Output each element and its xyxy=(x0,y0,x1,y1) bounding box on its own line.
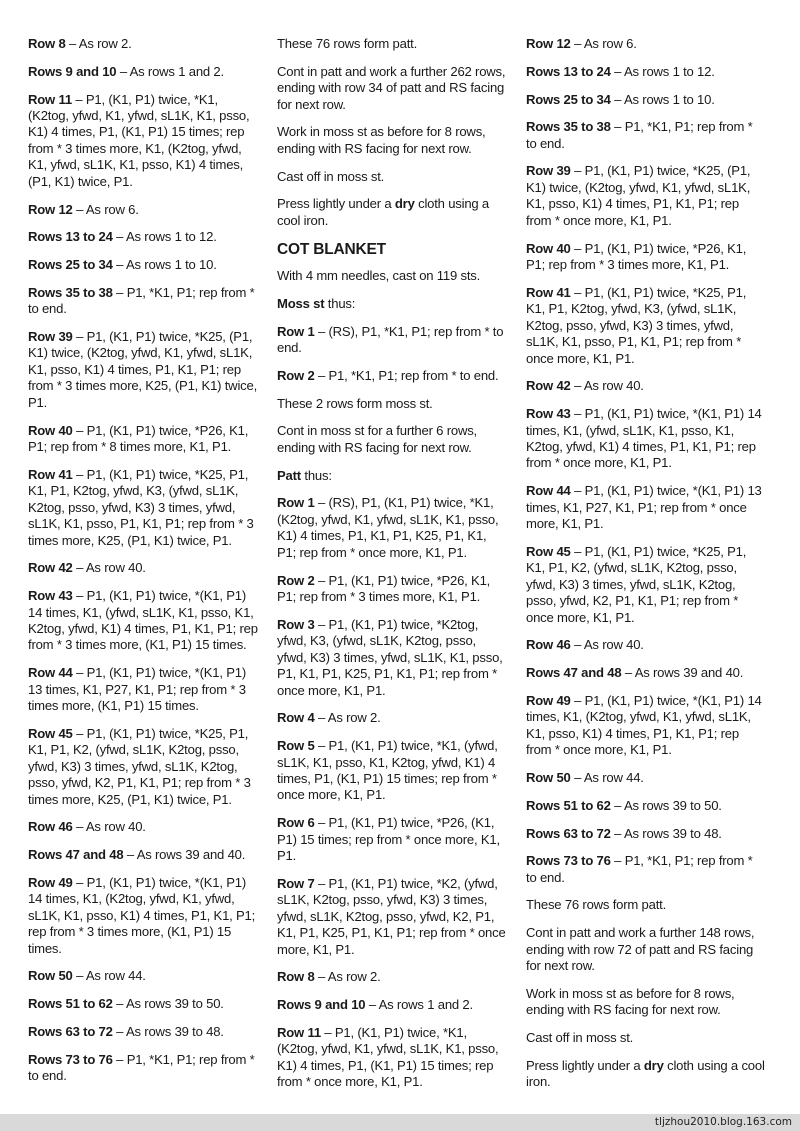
row-text: – P1, (K1, P1) twice, *K25, P1, K1, P1, K2tog, yfwd, K3, (yfwd, sL1K, K2tog, psso, yfwd, K3) 3 times, yfwd, sL1K, K1, psso, P1, K1, P1; rep from * once more, K1, P1. xyxy=(526,284,747,366)
instruction-paragraph xyxy=(526,637,766,653)
row-label: Row 44 xyxy=(28,665,73,681)
row-label: Rows 51 to 62 xyxy=(28,996,113,1012)
row-label: Row 40 xyxy=(28,422,73,438)
row-label: Rows 13 to 24 xyxy=(28,229,113,245)
instruction-paragraph xyxy=(28,996,258,1012)
paragraph-text: Work in moss st as before for 8 rows, ending with RS facing for next row. xyxy=(526,985,735,1018)
instruction-paragraph xyxy=(28,726,258,808)
row-label: Row 4 xyxy=(277,710,315,726)
row-label: Row 50 xyxy=(28,968,73,984)
row-label: Row 50 xyxy=(526,770,571,786)
row-text: – As row 40. xyxy=(570,378,644,394)
column-middle xyxy=(277,36,507,1102)
row-text: – P1, (K1, P1) twice, *(K1, P1) 14 times, K1, (yfwd, sL1K, K1, psso, K1, K2tog, yfwd, K1) 4 times, P1, K1, P1; rep from * 3 times more, (K1, P1) 15 times. xyxy=(28,588,258,653)
instruction-paragraph xyxy=(277,815,507,864)
column-right xyxy=(526,36,766,1102)
row-label: Row 8 xyxy=(277,969,315,985)
row-label: Rows 73 to 76 xyxy=(526,853,611,869)
row-text: thus: xyxy=(324,296,356,312)
instruction-paragraph xyxy=(526,483,766,532)
row-text: – As rows 1 and 2. xyxy=(116,63,224,79)
paragraph-text: Cont in patt and work a further 262 rows, ending with row 34 of patt and RS facing for next row. xyxy=(277,63,506,112)
instruction-paragraph xyxy=(526,798,766,814)
instruction-paragraph xyxy=(277,710,507,726)
instruction-paragraph xyxy=(28,202,258,218)
instruction-paragraph xyxy=(28,423,258,456)
emphasis-text: dry xyxy=(394,196,415,212)
instruction-paragraph xyxy=(526,544,766,626)
instruction-paragraph xyxy=(28,1024,258,1040)
footer-bar xyxy=(0,1114,800,1131)
row-label: Rows 63 to 72 xyxy=(28,1023,113,1039)
column-left xyxy=(28,36,258,1096)
row-text: – As row 44. xyxy=(570,770,644,786)
instruction-paragraph xyxy=(277,196,507,229)
instruction-paragraph xyxy=(526,693,766,759)
instruction-paragraph xyxy=(28,257,258,273)
row-label: Rows 35 to 38 xyxy=(28,284,113,300)
paragraph-text: Cont in moss st for a further 6 rows, ending with RS facing for next row. xyxy=(277,423,477,455)
row-label: Row 40 xyxy=(526,240,571,256)
row-text: – As rows 39 to 50. xyxy=(610,797,722,813)
row-label: Row 12 xyxy=(526,36,571,51)
row-text: – P1, (K1, P1) twice, *P26, K1, P1; rep from * 3 times more, K1, P1. xyxy=(277,572,491,604)
row-text: – As rows 1 to 12. xyxy=(112,229,217,245)
row-text: – P1, (K1, P1) twice, *K25, (P1, K1) twice, (K2tog, yfwd, K1, yfwd, sL1K, K1, psso, K1) 4 times, P1, K1, P1; rep from * once more, K1, P1. xyxy=(526,163,751,228)
section-heading-cot-blanket: COT BLANKET xyxy=(277,241,386,259)
paragraph-text: These 2 rows form moss st. xyxy=(277,395,433,411)
row-text: – P1, (K1, P1) twice, *P26, (K1, P1) 15 times; rep from * once more, K1, P1. xyxy=(277,815,500,864)
row-label: Row 41 xyxy=(526,284,571,300)
instruction-paragraph xyxy=(28,819,258,835)
row-text: – P1, (K1, P1) twice, *K1, (K2tog, yfwd, K1, yfwd, sL1K, K1, psso, K1) 4 times, P1, (K1, P1) 15 times; rep from * 3 times more, K1, (K2tog, yfwd, K1, yfwd, sL1K, K1, psso, K1) 4 times, (P1, K1) twice, P1. xyxy=(28,91,250,189)
row-label: Moss st xyxy=(277,296,325,312)
page-tick-mark xyxy=(398,0,402,6)
row-text: – As row 40. xyxy=(72,819,146,835)
row-text: – P1, *K1, P1; rep from * to end. xyxy=(526,853,753,885)
row-label: Row 7 xyxy=(277,875,315,891)
instruction-paragraph xyxy=(526,406,766,472)
row-text: – P1, (K1, P1) twice, *(K1, P1) 14 times, K1, (yfwd, sL1K, K1, psso, K1, K2tog, yfwd, K1) 4 times, P1, K1, P1; rep from * once more, K1, P1. xyxy=(526,406,762,471)
instruction-paragraph xyxy=(277,396,507,412)
row-text: – P1, (K1, P1) twice, *K2tog, yfwd, K3, (yfwd, sL1K, K2tog, psso, yfwd, K3) 3 times, yfwd, sL1K, K1, psso, P1, K1, P1, K25, P1, K1, P1; rep from * once more, K1, P1. xyxy=(277,616,503,698)
instruction-paragraph xyxy=(277,876,507,958)
row-text: – P1, (K1, P1) twice, *(K1, P1) 13 times, K1, P27, K1, P1; rep from * once more, K1, P1. xyxy=(526,483,762,532)
row-label: Row 43 xyxy=(526,406,571,422)
paragraph-text: Press lightly under a xyxy=(526,1057,644,1073)
instruction-paragraph xyxy=(526,925,766,974)
paragraph-text: With 4 mm needles, cast on 119 sts. xyxy=(277,268,481,284)
row-text: – As row 2. xyxy=(314,710,381,726)
row-text: – P1, (K1, P1) twice, *(K1, P1) 14 times, K1, (K2tog, yfwd, K1, yfwd, sL1K, K1, psso, K1) 4 times, P1, K1, P1; rep from * once more, K1, P1. xyxy=(526,692,762,758)
instruction-paragraph xyxy=(526,36,766,52)
instruction-paragraph xyxy=(277,36,507,52)
row-label: Row 49 xyxy=(526,692,571,708)
column-middle-bottom xyxy=(277,268,507,1090)
row-label: Row 39 xyxy=(526,163,571,179)
row-label: Row 44 xyxy=(526,483,571,499)
row-text: – As row 40. xyxy=(570,637,644,653)
row-text: – P1, (K1, P1) twice, *K2, (yfwd, sL1K, K2tog, psso, yfwd, K3) 3 times, yfwd, sL1K, K2tog, psso, yfwd, K2, P1, K1, P1, K25, P1, K1, P1; rep from * once more, K1, P1. xyxy=(277,875,506,957)
instruction-paragraph xyxy=(28,968,258,984)
row-label: Rows 51 to 62 xyxy=(526,797,611,813)
instruction-paragraph xyxy=(526,1030,766,1046)
instruction-paragraph xyxy=(28,847,258,863)
row-text: – As row 2. xyxy=(65,36,132,51)
row-label: Rows 47 and 48 xyxy=(28,847,124,863)
row-text: – P1, *K1, P1; rep from * to end. xyxy=(28,1051,255,1084)
instruction-paragraph xyxy=(28,467,258,549)
row-label: Rows 73 to 76 xyxy=(28,1051,113,1067)
column-middle-top xyxy=(277,36,507,229)
row-label: Row 1 xyxy=(277,323,315,339)
row-text: – As rows 39 to 50. xyxy=(112,996,224,1012)
instruction-paragraph xyxy=(277,324,507,357)
row-label: Row 1 xyxy=(277,495,315,511)
row-text: – As rows 39 and 40. xyxy=(621,665,744,681)
instruction-paragraph xyxy=(277,1025,507,1091)
row-label: Row 6 xyxy=(277,815,315,831)
instruction-paragraph xyxy=(28,1052,258,1085)
instruction-paragraph xyxy=(277,296,507,312)
row-text: – As rows 1 and 2. xyxy=(365,997,473,1013)
row-label: Row 3 xyxy=(277,616,315,632)
row-label: Row 12 xyxy=(28,201,73,217)
paragraph-text: cloth using a cool iron. xyxy=(277,196,490,228)
row-label: Rows 25 to 34 xyxy=(28,257,113,273)
instruction-paragraph xyxy=(28,92,258,191)
row-text: – P1, (K1, P1) twice, *K25, P1, K1, P1, K2, (yfwd, sL1K, K2tog, psso, yfwd, K3) 3 times, yfwd, sL1K, K2tog, psso, yfwd, K2, P1, K1, P1; rep from * 3 times more, K25, (P1, K1) twice, P1. xyxy=(28,725,251,807)
row-label: Rows 35 to 38 xyxy=(526,119,611,135)
instruction-paragraph xyxy=(526,285,766,367)
paragraph-text: These 76 rows form patt. xyxy=(526,897,667,913)
row-text: – P1, *K1, P1; rep from * to end. xyxy=(28,284,255,317)
instruction-paragraph xyxy=(526,64,766,80)
row-label: Rows 9 and 10 xyxy=(28,63,117,79)
row-text: thus: xyxy=(300,467,332,483)
row-text: – P1, (K1, P1) twice, *K1, (yfwd, sL1K, K1, psso, K1, K2tog, yfwd, K1) 4 times, P1, (K1, P1) 15 times; rep from * once more, K1, P1. xyxy=(277,738,498,803)
row-text: – As row 6. xyxy=(72,201,139,217)
paragraph-text: These 76 rows form patt. xyxy=(277,36,418,51)
instruction-paragraph xyxy=(277,169,507,185)
row-text: – P1, *K1, P1; rep from * to end. xyxy=(526,119,753,151)
row-text: – P1, (K1, P1) twice, *(K1, P1) 14 times, K1, (K2tog, yfwd, K1, yfwd, sL1K, K1, psso, K1) 4 times, P1, K1, P1; rep from * 3 times more, (K1, P1) 15 times. xyxy=(28,874,256,956)
instruction-paragraph xyxy=(28,285,258,318)
row-text: – (RS), P1, *K1, P1; rep from * to end. xyxy=(277,323,504,356)
row-label: Row 42 xyxy=(28,560,73,576)
instruction-paragraph xyxy=(28,229,258,245)
row-label: Row 8 xyxy=(28,36,66,51)
instruction-paragraph xyxy=(526,378,766,394)
row-text: – As rows 1 to 10. xyxy=(610,91,715,107)
row-text: – P1, (K1, P1) twice, *P26, K1, P1; rep from * 8 times more, K1, P1. xyxy=(28,422,249,454)
row-text: – P1, (K1, P1) twice, *(K1, P1) 13 times, K1, P27, K1, P1; rep from * 3 times more, (K1, P1) 15 times. xyxy=(28,665,247,714)
row-text: – P1, (K1, P1) twice, *K25, (P1, K1) twice, (K2tog, yfwd, K1, yfwd, sL1K, K1, psso, K1) 4 times, P1, K1, P1; rep from * 3 times more, K25, (P1, K1) twice, P1. xyxy=(28,328,258,410)
row-label: Row 5 xyxy=(277,738,315,754)
row-label: Row 11 xyxy=(277,1024,321,1040)
paragraph-text: cloth using a cool iron. xyxy=(526,1057,765,1090)
instruction-paragraph xyxy=(526,665,766,681)
row-label: Rows 9 and 10 xyxy=(277,997,366,1013)
instruction-paragraph xyxy=(526,853,766,886)
row-text: – As rows 1 to 12. xyxy=(610,63,715,79)
emphasis-text: dry xyxy=(643,1057,664,1073)
instruction-paragraph xyxy=(277,64,507,113)
row-text: – As rows 1 to 10. xyxy=(112,257,217,273)
instruction-paragraph xyxy=(28,588,258,654)
instruction-paragraph xyxy=(277,617,507,699)
row-text: – As rows 39 to 48. xyxy=(610,825,722,841)
instruction-paragraph xyxy=(28,875,258,957)
row-text: – As rows 39 to 48. xyxy=(112,1023,224,1039)
instruction-paragraph xyxy=(277,495,507,561)
instruction-paragraph xyxy=(28,36,258,52)
instruction-paragraph xyxy=(526,92,766,108)
row-label: Rows 47 and 48 xyxy=(526,665,622,681)
row-label: Row 46 xyxy=(526,637,571,653)
row-label: Row 46 xyxy=(28,819,73,835)
instruction-paragraph xyxy=(277,738,507,804)
row-label: Row 43 xyxy=(28,588,73,604)
row-label: Row 39 xyxy=(28,328,73,344)
row-label: Row 49 xyxy=(28,874,73,890)
row-text: – P1, (K1, P1) twice, *P26, K1, P1; rep from * 3 times more, K1, P1. xyxy=(526,240,747,273)
paragraph-text: Press lightly under a xyxy=(277,196,395,212)
instruction-paragraph xyxy=(526,119,766,152)
instruction-paragraph xyxy=(277,468,507,484)
instruction-paragraph xyxy=(277,368,507,384)
row-label: Row 11 xyxy=(28,91,72,107)
instruction-paragraph xyxy=(277,423,507,456)
row-text: – P1, *K1, P1; rep from * to end. xyxy=(314,367,499,383)
row-text: – As row 40. xyxy=(72,560,146,576)
instruction-paragraph xyxy=(277,124,507,157)
instruction-paragraph xyxy=(526,770,766,786)
instruction-paragraph xyxy=(277,268,507,284)
footer-watermark: tljzhou2010.blog.163.com xyxy=(654,1116,792,1128)
instruction-paragraph xyxy=(28,560,258,576)
instruction-paragraph xyxy=(28,329,258,411)
instruction-paragraph xyxy=(277,573,507,606)
row-label: Patt xyxy=(277,467,301,483)
row-text: – As row 44. xyxy=(72,968,146,984)
paragraph-text: Work in moss st as before for 8 rows, ending with RS facing for next row. xyxy=(277,124,486,156)
row-text: – As row 2. xyxy=(314,969,381,985)
instruction-paragraph xyxy=(277,997,507,1013)
row-label: Rows 13 to 24 xyxy=(526,63,611,79)
paragraph-text: Cast off in moss st. xyxy=(526,1030,634,1046)
row-label: Row 42 xyxy=(526,378,571,394)
row-text: – As row 6. xyxy=(570,36,637,51)
row-text: – As rows 39 and 40. xyxy=(123,847,246,863)
instruction-paragraph xyxy=(526,163,766,229)
instruction-paragraph xyxy=(526,1058,766,1091)
row-text: – (RS), P1, (K1, P1) twice, *K1, (K2tog, yfwd, K1, yfwd, sL1K, K1, psso, K1) 4 times, P1, K1, P1, K25, P1, K1, P1; rep from * once more, K1, P1. xyxy=(277,495,499,560)
paragraph-text: Cast off in moss st. xyxy=(277,168,385,184)
row-label: Row 45 xyxy=(526,543,571,559)
row-label: Rows 25 to 34 xyxy=(526,91,611,107)
row-label: Rows 63 to 72 xyxy=(526,825,611,841)
row-text: – P1, (K1, P1) twice, *K1, (K2tog, yfwd, K1, yfwd, sL1K, K1, psso, K1) 4 times, P1, (K1, P1) 15 times; rep from * once more, K1, P1. xyxy=(277,1024,499,1090)
instruction-paragraph xyxy=(28,64,258,80)
row-text: – P1, (K1, P1) twice, *K25, P1, K1, P1, K2tog, yfwd, K3, (yfwd, sL1K, K2tog, psso, yfwd, K3) 3 times, yfwd, sL1K, K1, psso, P1, K1, P1; rep from * 3 times more, K25, (P1, K1) twice, P1. xyxy=(28,466,254,548)
instruction-paragraph xyxy=(277,969,507,985)
instruction-paragraph xyxy=(526,897,766,913)
row-text: – P1, (K1, P1) twice, *K25, P1, K1, P1, K2, (yfwd, sL1K, K2tog, psso, yfwd, K3) 3 times, yfwd, sL1K, K2tog, psso, yfwd, K2, P1, K1, P1; rep from * once more, K1, P1. xyxy=(526,543,747,625)
instruction-paragraph xyxy=(28,665,258,714)
instruction-paragraph xyxy=(526,241,766,274)
row-label: Row 41 xyxy=(28,466,73,482)
instruction-paragraph xyxy=(526,826,766,842)
paragraph-text: Cont in patt and work a further 148 rows, ending with row 72 of patt and RS facing for next row. xyxy=(526,925,755,974)
row-label: Row 2 xyxy=(277,572,315,588)
row-label: Row 2 xyxy=(277,367,315,383)
instruction-paragraph xyxy=(526,986,766,1019)
row-label: Row 45 xyxy=(28,725,73,741)
